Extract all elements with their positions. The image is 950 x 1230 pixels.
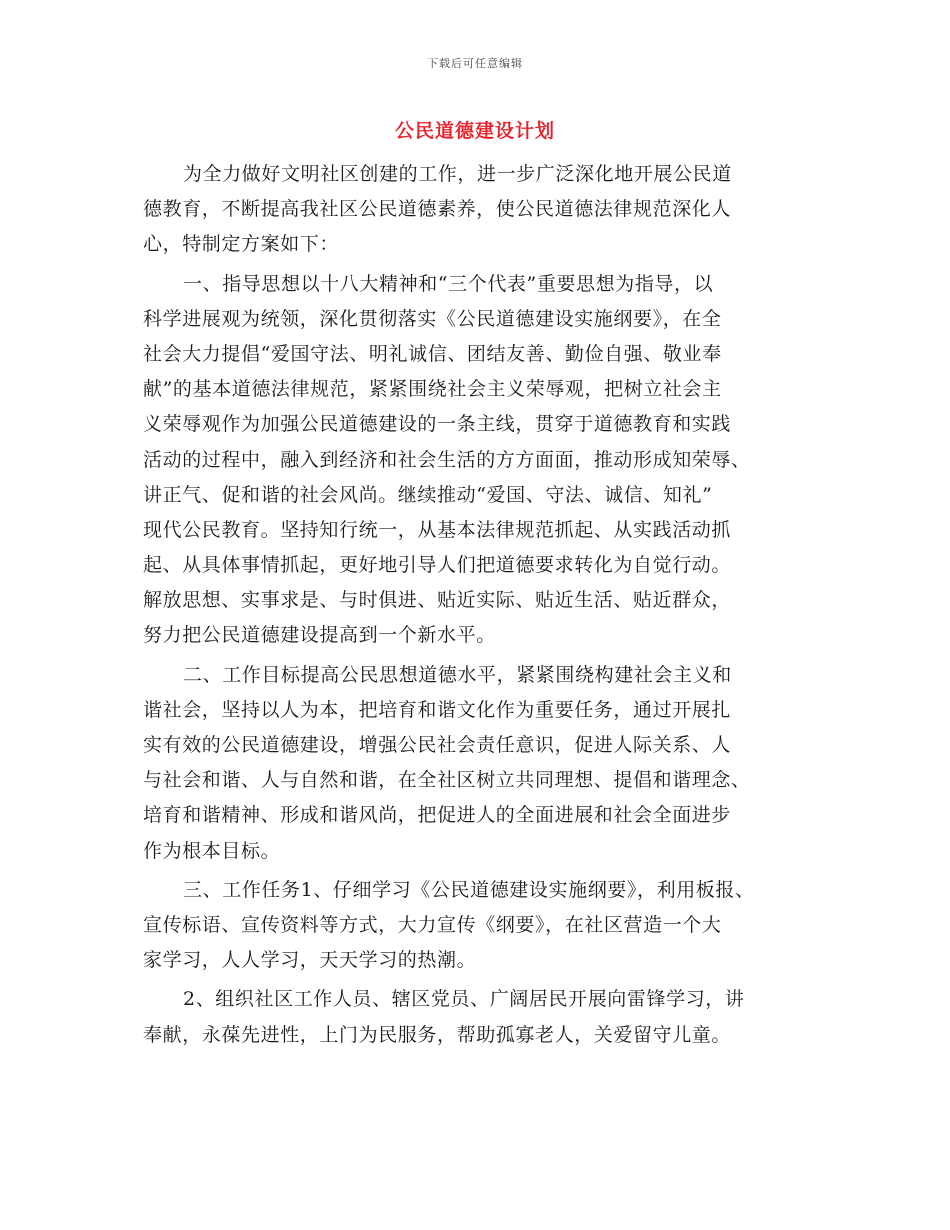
text-line: 二、工作目标提高公民思想道德水平，紧紧围绕构建社会主义和: [183, 663, 732, 686]
text-line: 一、指导思想以十八大精神和“三个代表”重要思想为指导，以: [183, 272, 714, 295]
text-line: 作为根本目标。: [143, 839, 281, 862]
text-line: 宣传标语、宣传资料等方式，大力宣传《纲要》，在社区营造一个大: [143, 913, 722, 936]
text-line: 讲正气、促和谐的社会风尚。继续推动“爱国、守法、诚信、知礼”: [143, 483, 713, 506]
text-line: 与社会和谐、人与自然和谐，在全社区树立共同理想、提倡和谐理念、: [143, 769, 751, 792]
text-line: 德教育，不断提高我社区公民道德素养，使公民道德法律规范深化人: [143, 198, 732, 221]
text-line: 献”的基本道德法律规范，紧紧围绕社会主义荣辱观，把树立社会主: [143, 378, 722, 401]
header-note: 下载后可任意编辑: [427, 57, 523, 70]
text-line: 活动的过程中，融入到经济和社会生活的方方面面，推动形成知荣辱、: [143, 448, 751, 471]
paragraph-intro: [143, 157, 813, 263]
text-line: 谐社会，坚持以人为本，把培育和谐文化作为重要任务，通过开展扎: [143, 698, 732, 721]
text-line: 现代公民教育。坚持知行统一，从基本法律规范抓起、从实践活动抓: [143, 518, 732, 541]
document-title: 公民道德建设计划: [394, 120, 555, 142]
text-line: 为全力做好文明社区创建的工作，进一步广泛深化地开展公民道: [183, 163, 732, 185]
text-line: 实有效的公民道德建设，增强公民社会责任意识，促进人际关系、人: [143, 734, 732, 756]
paragraph-work-tasks: [143, 873, 813, 979]
text-line: 科学进展观为统领，深化贯彻落实《公民道德建设实施纲要》，在全: [143, 307, 722, 330]
text-line: 心，特制定方案如下：: [143, 233, 340, 256]
text-line: 奉献，永葆先进性，上门为民服务，帮助孤寡老人，关爱留守儿童。: [143, 1023, 732, 1046]
text-line: 2、组织社区工作人员、辖区党员、广阔居民开展向雷锋学习，讲: [183, 988, 745, 1011]
paragraph-task-two: [143, 982, 813, 1052]
paragraph-work-goals: [143, 658, 813, 869]
text-line: 解放思想、实事求是、与时俱进、贴近实际、贴近生活、贴近群众，: [143, 589, 732, 612]
text-line: 义荣辱观作为加强公民道德建设的一条主线，贯穿于道德教育和实践: [143, 413, 732, 436]
document-body: [143, 157, 813, 1053]
text-line: 社会大力提倡“爱国守法、明礼诚信、团结友善、勤俭自强、敬业奉: [143, 342, 722, 365]
text-line: 起、从具体事情抓起，更好地引导人们把道德要求转化为自觉行动。: [143, 554, 732, 577]
text-line: 家学习，人人学习，天天学习的热潮。: [143, 949, 477, 972]
paragraph-guiding-ideology: [143, 267, 813, 654]
text-line: 三、工作任务1、仔细学习《公民道德建设实施纲要》，利用板报、: [183, 878, 755, 901]
text-line: 培育和谐精神、形成和谐风尚，把促进人的全面进展和社会全面进步: [143, 804, 732, 827]
text-line: 努力把公民道德建设提高到一个新水平。: [143, 624, 496, 647]
